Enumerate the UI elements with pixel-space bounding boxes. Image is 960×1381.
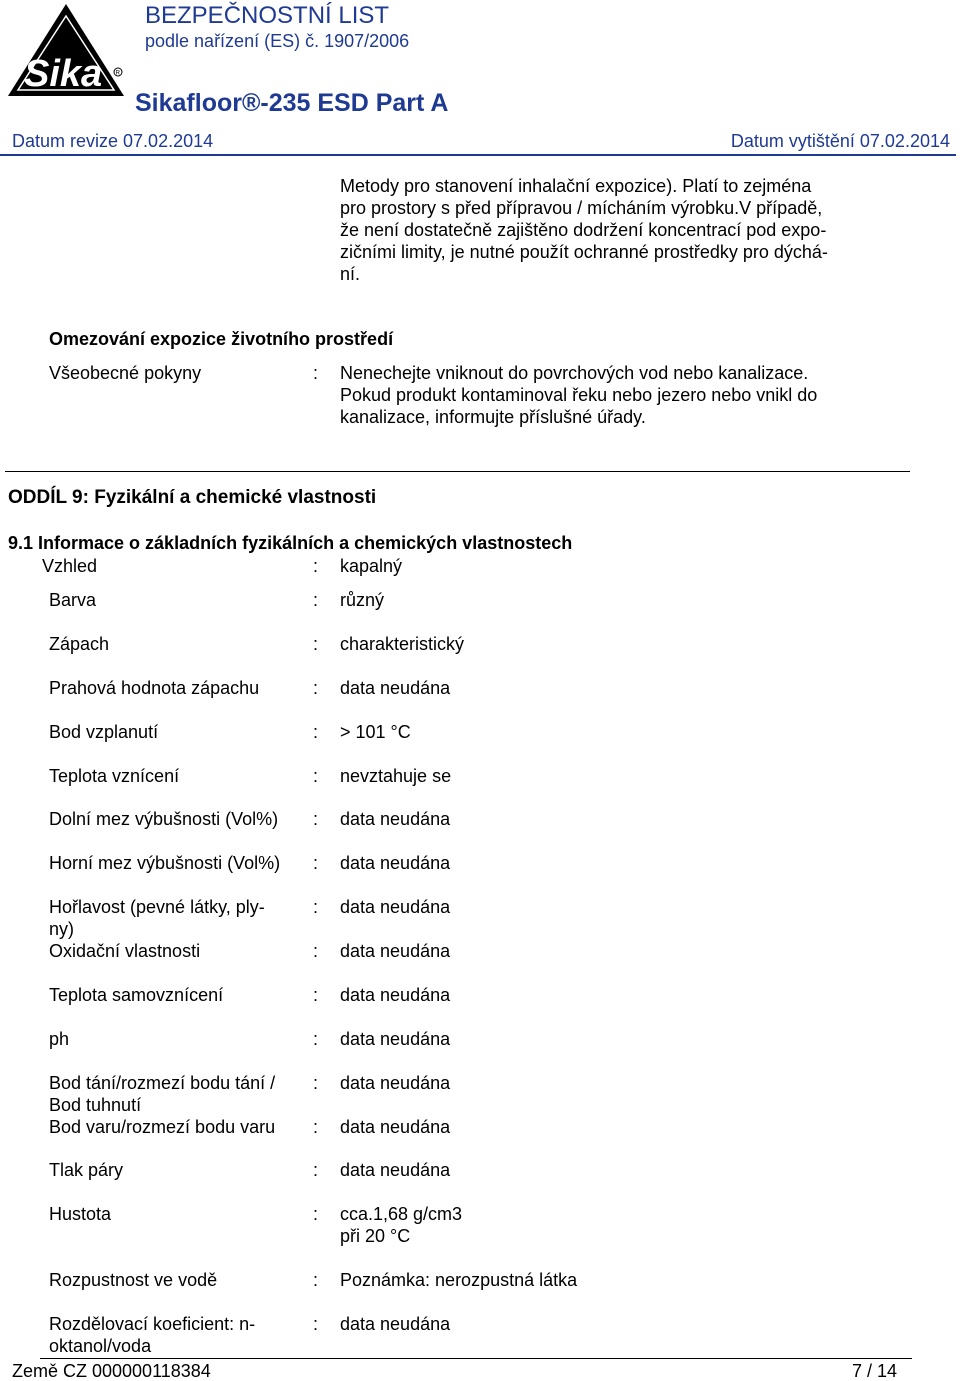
footer-doc-id: Země CZ 000000118384 <box>12 1361 211 1381</box>
property-value: cca.1,68 g/cm3 <box>340 1204 463 1224</box>
property-label: Hustota <box>49 1204 112 1224</box>
document-subtitle: podle nařízení (ES) č. 1907/2006 <box>145 31 410 51</box>
property-colon: : <box>313 1270 319 1290</box>
property-colon: : <box>313 722 319 742</box>
property-value: data neudána <box>340 897 451 917</box>
property-label: Rozpustnost ve vodě <box>49 1270 218 1290</box>
property-value: data neudána <box>340 1117 451 1137</box>
property-value: data neudána <box>340 1314 451 1334</box>
print-date: Datum vytištění 07.02.2014 <box>730 131 950 151</box>
intro-line: pro prostory s před přípravou / mícháním výrobku.V případě, <box>340 198 823 218</box>
footer-divider <box>40 1358 912 1359</box>
property-colon: : <box>313 678 319 698</box>
property-value: data neudána <box>340 1160 451 1180</box>
header-divider <box>0 154 956 156</box>
property-colon: : <box>313 853 319 873</box>
property-value: data neudána <box>340 985 451 1005</box>
property-value: data neudána <box>340 853 451 873</box>
section-heading: ODDÍL 9: Fyzikální a chemické vlastnosti <box>8 487 377 508</box>
property-value: data neudána <box>340 678 451 698</box>
intro-line: Metody pro stanovení inhalační expozice). Platí to zejména <box>340 176 812 196</box>
property-value: Poznámka: nerozpustná látka <box>340 1270 578 1290</box>
property-label: Bod varu/rozmezí bodu varu <box>49 1117 276 1137</box>
property-colon: : <box>313 556 319 576</box>
property-colon: : <box>313 897 319 917</box>
property-label: Bod tuhnutí <box>49 1095 142 1115</box>
svg-text:R: R <box>115 70 120 77</box>
property-value: charakteristický <box>340 634 465 654</box>
env-line: Nenechejte vniknout do povrchových vod nebo kanalizace. <box>340 363 809 383</box>
svg-text:Sika: Sika <box>24 53 103 95</box>
property-colon: : <box>313 766 319 786</box>
property-label: Bod tání/rozmezí bodu tání / <box>49 1073 276 1093</box>
property-colon: : <box>313 1073 319 1093</box>
env-line: kanalizace, informujte příslušné úřady. <box>340 407 646 427</box>
property-value: při 20 °C <box>340 1226 411 1246</box>
property-value: data neudána <box>340 941 451 961</box>
property-colon: : <box>313 590 319 610</box>
property-label: Oxidační vlastnosti <box>49 941 201 961</box>
property-colon: : <box>313 809 319 829</box>
property-colon: : <box>313 1204 319 1224</box>
env-heading: Omezování expozice životního prostředí <box>49 329 394 349</box>
section-divider <box>5 471 910 472</box>
property-value: kapalný <box>340 556 403 576</box>
property-colon: : <box>313 1314 319 1334</box>
env-label: Všeobecné pokyny <box>49 363 202 383</box>
property-label: Zápach <box>49 634 110 654</box>
property-value: > 101 °C <box>340 722 411 742</box>
intro-line: že není dostatečně zajištěno dodržení koncentrací pod expo- <box>340 220 827 240</box>
property-label: Prahová hodnota zápachu <box>49 678 260 698</box>
property-label: Barva <box>49 590 97 610</box>
product-name: Sikafloor®-235 ESD Part A <box>135 89 449 117</box>
property-colon: : <box>313 634 319 654</box>
property-label: Bod vzplanutí <box>49 722 159 742</box>
env-line: Pokud produkt kontaminoval řeku nebo jezero nebo vnikl do <box>340 385 818 405</box>
property-value: data neudána <box>340 809 451 829</box>
property-value: nevztahuje se <box>340 766 452 786</box>
intro-line: zičními limity, je nutné použít ochranné prostředky pro dýchá- <box>340 242 828 262</box>
property-label: Tlak páry <box>49 1160 124 1180</box>
property-label: ny) <box>49 919 75 939</box>
section-subheading: 9.1 Informace o základních fyzikálních a chemických vlastnostech <box>8 533 573 553</box>
property-label: Vzhled <box>42 556 98 576</box>
property-label: Rozdělovací koeficient: n- <box>49 1314 256 1334</box>
property-colon: : <box>313 1160 319 1180</box>
revision-date: Datum revize 07.02.2014 <box>12 131 214 151</box>
property-label: Teplota vznícení <box>49 766 180 786</box>
property-label: ph <box>49 1029 70 1049</box>
property-colon: : <box>313 941 319 961</box>
property-label: Hořlavost (pevné látky, ply- <box>49 897 265 917</box>
page-number: 7 / 14 <box>852 1361 898 1381</box>
sika-logo-icon <box>6 2 126 98</box>
property-colon: : <box>313 985 319 1005</box>
document-title: BEZPEČNOSTNÍ LIST <box>145 2 390 29</box>
property-colon: : <box>313 1029 319 1049</box>
property-label: oktanol/voda <box>49 1336 152 1356</box>
env-colon: : <box>313 363 319 383</box>
property-value: data neudána <box>340 1029 451 1049</box>
property-label: Horní mez výbušnosti (Vol%) <box>49 853 281 873</box>
intro-line: ní. <box>340 264 361 284</box>
property-label: Dolní mez výbušnosti (Vol%) <box>49 809 279 829</box>
property-value: data neudána <box>340 1073 451 1093</box>
property-label: Teplota samovznícení <box>49 985 224 1005</box>
property-value: různý <box>340 590 385 610</box>
property-colon: : <box>313 1117 319 1137</box>
